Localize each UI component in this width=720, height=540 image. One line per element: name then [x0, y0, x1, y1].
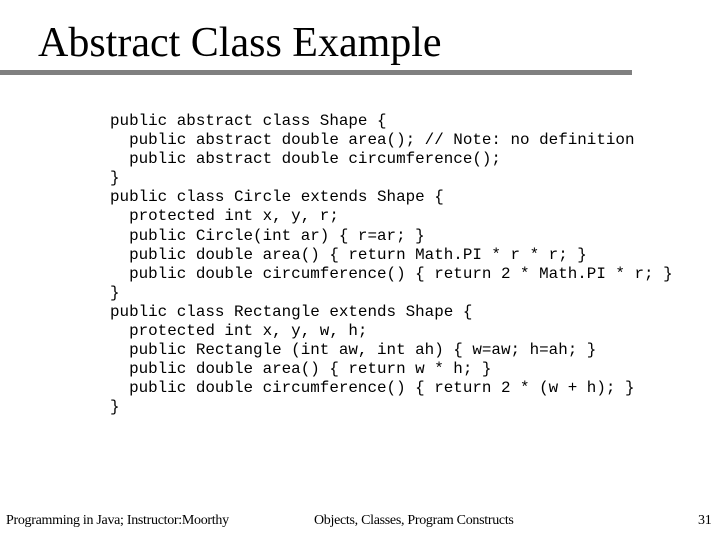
footer-course: Programming in Java; Instructor:Moorthy [6, 513, 229, 528]
code-line: public Circle(int ar) { r=ar; } [110, 226, 425, 245]
code-line: } [110, 398, 120, 417]
slide-title: Abstract Class Example [38, 20, 442, 66]
footer-topic: Objects, Classes, Program Constructs [314, 513, 514, 528]
code-line: public double area() { return w * h; } [110, 360, 492, 379]
code-line: public class Circle extends Shape { [110, 188, 444, 207]
code-line: public abstract double circumference(); [110, 150, 501, 169]
code-line: public double circumference() { return 2 * (w + h); } [110, 379, 635, 398]
code-line: public abstract double area(); // Note: no definition [110, 131, 635, 150]
code-line: } [110, 169, 120, 188]
page-number: 31 [698, 513, 712, 528]
code-line: public double circumference() { return 2 * Math.PI * r; } [110, 264, 673, 283]
title-rule [0, 70, 632, 75]
code-line: public double area() { return Math.PI * r * r; } [110, 245, 587, 264]
code-line: protected int x, y, r; [110, 207, 339, 226]
code-block [110, 112, 673, 418]
code-line: public class Rectangle extends Shape { [110, 302, 473, 321]
code-line: public Rectangle (int aw, int ah) { w=aw; h=ah; } [110, 341, 597, 360]
code-line: } [110, 283, 120, 302]
code-line: public abstract class Shape { [110, 112, 387, 130]
code-line: protected int x, y, w, h; [110, 322, 368, 341]
